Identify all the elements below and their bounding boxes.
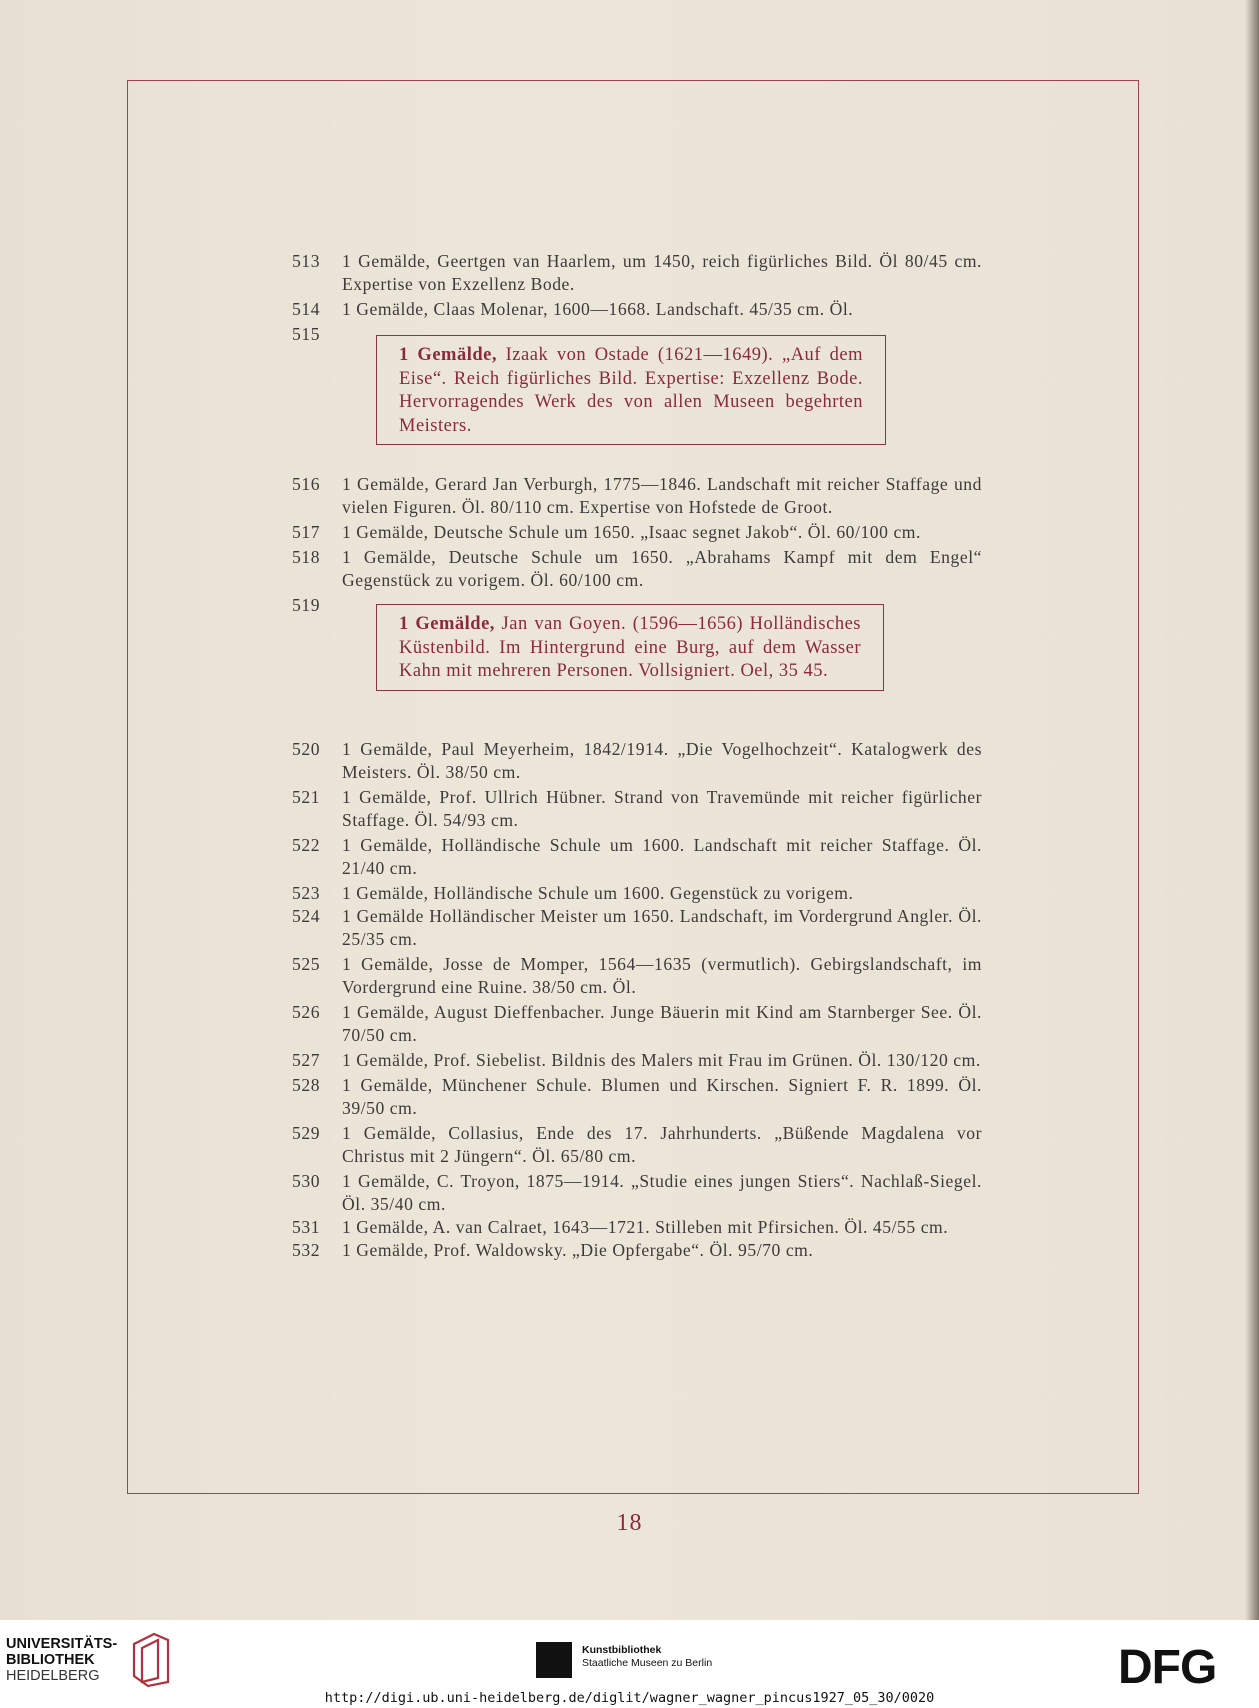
catalog-entry-527 — [292, 1049, 982, 1072]
box-text: Jan van Goyen. (1596—1656) Holländisches Küstenbild. Im Hintergrund eine Burg, auf dem Wasser Kahn mit mehreren Personen. Vollsigniert. Oel, 35 45. — [399, 614, 861, 681]
catalog-entry-524 — [292, 905, 982, 951]
catalog-entry-519 — [292, 594, 982, 720]
entry-number: 529 — [292, 1123, 321, 1143]
entry-number: 530 — [292, 1171, 321, 1191]
entry-number: 531 — [292, 1217, 321, 1237]
kb-line-2: Staatliche Museen zu Berlin — [582, 1657, 713, 1669]
entry-number: 525 — [292, 954, 321, 974]
dfg-logo: DFG — [1118, 1641, 1217, 1694]
entry-text: 1 Gemälde, Münchener Schule. Blumen und Kirschen. Signiert F. R. 1899. Öl. 39/50 cm. — [342, 1075, 982, 1118]
entry-text: 1 Gemälde, Collasius, Ende des 17. Jahrhunderts. „Büßende Magdalena vor Christus mit 2 Jüngern“. Öl. 65/80 cm. — [342, 1123, 982, 1166]
catalog-entry-528 — [292, 1074, 982, 1120]
entry-number: 528 — [292, 1075, 321, 1095]
entry-number: 526 — [292, 1002, 321, 1022]
catalog-entry-530 — [292, 1170, 982, 1216]
entry-text: 1 Gemälde Holländischer Meister um 1650. Landschaft, im Vordergrund Angler. Öl. 25/35 cm. — [342, 906, 982, 949]
catalog-entry-520 — [292, 738, 982, 784]
catalog-entry-518 — [292, 546, 982, 592]
entry-number: 515 — [292, 324, 321, 344]
page-number: 18 — [616, 1510, 643, 1536]
entry-number: 522 — [292, 835, 321, 855]
catalog-entry-523 — [292, 882, 982, 905]
highlight-box — [376, 335, 886, 445]
entry-number: 514 — [292, 299, 321, 319]
catalog-entry-526 — [292, 1001, 982, 1047]
entry-text: 1 Gemälde, Prof. Waldowsky. „Die Opfergabe“. Öl. 95/70 cm. — [342, 1240, 814, 1260]
entry-text: 1 Gemälde, Prof. Siebelist. Bildnis des Malers mit Frau im Grünen. Öl. 130/120 cm. — [342, 1050, 981, 1070]
entry-number: 517 — [292, 522, 321, 542]
entry-text: 1 Gemälde, Prof. Ullrich Hübner. Strand von Travemünde mit reicher figürlicher Staffage. Öl. 54/93 cm. — [342, 787, 982, 830]
catalog-entry-522 — [292, 834, 982, 880]
entry-text: 1 Gemälde, August Dieffenbacher. Junge Bäuerin mit Kind am Starnberger See. Öl. 70/50 cm. — [342, 1002, 982, 1045]
entry-text: 1 Gemälde, Deutsche Schule um 1650. „Abrahams Kampf mit dem Engel“ Gegenstück zu vorigem. Öl. 60/100 cm. — [342, 547, 982, 590]
ub-heidelberg-logo-text — [6, 1636, 117, 1684]
entry-number: 527 — [292, 1050, 321, 1070]
entry-number: 516 — [292, 474, 321, 494]
entry-text: 1 Gemälde, Claas Molenar, 1600—1668. Landschaft. 45/35 cm. Öl. — [342, 299, 854, 319]
catalog-entry-517 — [292, 521, 982, 544]
box-title: 1 Gemälde, — [399, 345, 497, 365]
catalog-entries — [292, 250, 982, 1262]
catalog-entry-525 — [292, 953, 982, 999]
entry-number: 513 — [292, 251, 321, 271]
entry-text: 1 Gemälde, Holländische Schule um 1600. Landschaft mit reicher Staffage. Öl. 21/40 cm. — [342, 835, 982, 878]
entry-text: 1 Gemälde, Geertgen van Haarlem, um 1450, reich figürliches Bild. Öl 80/45 cm. Expertise von Exzellenz Bode. — [342, 251, 982, 294]
entry-text: 1 Gemälde, Deutsche Schule um 1650. „Isaac segnet Jakob“. Öl. 60/100 cm. — [342, 522, 921, 542]
catalog-entry-529 — [292, 1122, 982, 1168]
catalog-entry-514 — [292, 298, 982, 321]
highlight-box — [376, 604, 884, 691]
entry-text: 1 Gemälde, Paul Meyerheim, 1842/1914. „Die Vogelhochzeit“. Katalogwerk des Meisters. Öl. 38/50 cm. — [342, 739, 982, 782]
ub-line-3: HEIDELBERG — [6, 1668, 100, 1684]
box-text: Izaak von Ostade (1621—1649). „Auf dem Eise“. Reich figürliches Bild. Expertise: Exzellenz Bode. Hervorragendes Werk des von allen Museen begehrten Meisters. — [399, 345, 863, 436]
ub-line-2: BIBLIOTHEK — [6, 1652, 95, 1668]
kb-line-1: Kunstbibliothek — [582, 1644, 662, 1656]
entry-number: 524 — [292, 906, 321, 926]
catalog-entry-515 — [292, 323, 982, 451]
entry-number: 519 — [292, 595, 321, 615]
entry-number: 532 — [292, 1240, 321, 1260]
box-title: 1 Gemälde, — [399, 614, 495, 634]
entry-number: 521 — [292, 787, 321, 807]
page-edge-shadow — [1245, 0, 1259, 1620]
source-url[interactable]: http://digi.ub.uni-heidelberg.de/diglit/wagner_wagner_pincus1927_05_30/0020 — [324, 1690, 935, 1706]
entry-number: 523 — [292, 883, 321, 903]
kunstbibliothek-logo-icon — [536, 1642, 572, 1678]
entry-text: 1 Gemälde, Gerard Jan Verburgh, 1775—1846. Landschaft mit reicher Staffage und vielen Figuren. Öl. 80/110 cm. Expertise von Hofstede de Groot. — [342, 474, 982, 517]
catalog-entry-516 — [292, 473, 982, 519]
entry-number: 520 — [292, 739, 321, 759]
ub-heidelberg-logo-icon — [128, 1630, 174, 1688]
catalog-entry-531 — [292, 1216, 982, 1239]
entry-text: 1 Gemälde, Josse de Momper, 1564—1635 (vermutlich). Gebirgslandschaft, im Vordergrund eine Ruine. 38/50 cm. Öl. — [342, 954, 982, 997]
ub-line-1: UNIVERSITÄTS- — [6, 1636, 118, 1652]
catalog-entry-532 — [292, 1239, 982, 1262]
catalog-entry-521 — [292, 786, 982, 832]
entry-text: 1 Gemälde, Holländische Schule um 1600. Gegenstück zu vorigem. — [342, 883, 854, 903]
catalog-entry-513 — [292, 250, 982, 296]
entry-number: 518 — [292, 547, 321, 567]
entry-text: 1 Gemälde, C. Troyon, 1875—1914. „Studie eines jungen Stiers“. Nachlaß-Siegel. Öl. 35/40 cm. — [342, 1171, 982, 1214]
kunstbibliothek-logo-text — [582, 1644, 712, 1670]
entry-text: 1 Gemälde, A. van Calraet, 1643—1721. Stilleben mit Pfirsichen. Öl. 45/55 cm. — [342, 1217, 949, 1237]
